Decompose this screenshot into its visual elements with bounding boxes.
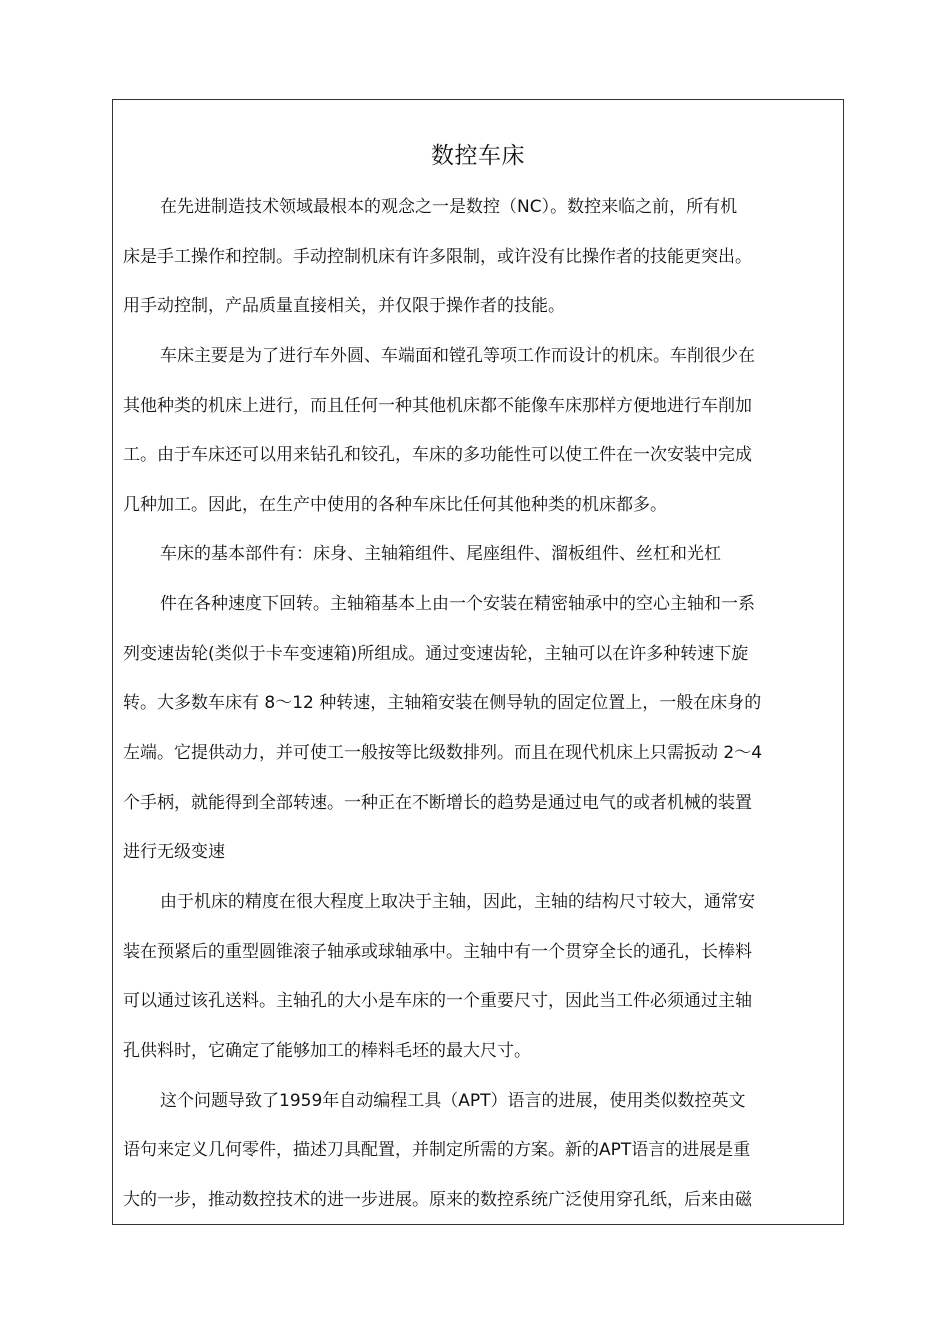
paragraph-line: 进行无级变速 <box>123 842 225 862</box>
paragraph-line: 转。大多数车床有 8～12 种转速，主轴箱安装在侧导轨的固定位置上，一般在床身的 <box>123 693 762 713</box>
document-title: 数控车床 <box>431 143 525 169</box>
paragraph-line: 列变速齿轮(类似于卡车变速箱)所组成。通过变速齿轮，主轴可以在许多种转速下旋 <box>123 644 749 664</box>
paragraph-line: 在先进制造技术领域最根本的观念之一是数控（NC）。数控来临之前，所有机 <box>160 197 738 217</box>
paragraph-line: 语句来定义几何零件，描述刀具配置，并制定所需的方案。新的APT语言的进展是重 <box>123 1140 751 1160</box>
paragraph-line: 左端。它提供动力，并可使工一般按等比级数排列。而且在现代机床上只需扳动 2～4 <box>123 743 763 763</box>
paragraph-line: 车床主要是为了进行车外圆、车端面和镗孔等项工作而设计的机床。车削很少在 <box>160 346 755 366</box>
paragraph-line: 用手动控制，产品质量直接相关，并仅限于操作者的技能。 <box>123 296 565 316</box>
paragraph-line: 可以通过该孔送料。主轴孔的大小是车床的一个重要尺寸，因此当工件必须通过主轴 <box>123 991 752 1011</box>
paragraph-line: 车床的基本部件有：床身、主轴箱组件、尾座组件、溜板组件、丝杠和光杠 <box>160 544 721 564</box>
paragraph-line: 这个问题导致了1959年自动编程工具（APT）语言的进展，使用类似数控英文 <box>160 1091 746 1111</box>
paragraph-line: 大的一步，推动数控技术的进一步进展。原来的数控系统广泛使用穿孔纸，后来由磁 <box>123 1190 752 1210</box>
paragraph-line: 工。由于车床还可以用来钻孔和铰孔，车床的多功能性可以使工件在一次安装中完成 <box>123 445 752 465</box>
paragraph-line: 件在各种速度下回转。主轴箱基本上由一个安装在精密轴承中的空心主轴和一系 <box>160 594 755 614</box>
paragraph-line: 其他种类的机床上进行，而且任何一种其他机床都不能像车床那样方便地进行车削加 <box>123 396 752 416</box>
document-page <box>112 99 844 1225</box>
paragraph-line: 装在预紧后的重型圆锥滚子轴承或球轴承中。主轴中有一个贯穿全长的通孔，长棒料 <box>123 942 752 962</box>
paragraph-line: 孔供料时，它确定了能够加工的棒料毛坯的最大尺寸。 <box>123 1041 531 1061</box>
paragraph-line: 由于机床的精度在很大程度上取决于主轴，因此，主轴的结构尺寸较大，通常安 <box>160 892 755 912</box>
paragraph-line: 床是手工操作和控制。手动控制机床有许多限制，或许没有比操作者的技能更突出。 <box>123 247 752 267</box>
paragraph-line: 几种加工。因此，在生产中使用的各种车床比任何其他种类的机床都多。 <box>123 495 667 515</box>
paragraph-line: 个手柄，就能得到全部转速。一种正在不断增长的趋势是通过电气的或者机械的装置 <box>123 793 752 813</box>
